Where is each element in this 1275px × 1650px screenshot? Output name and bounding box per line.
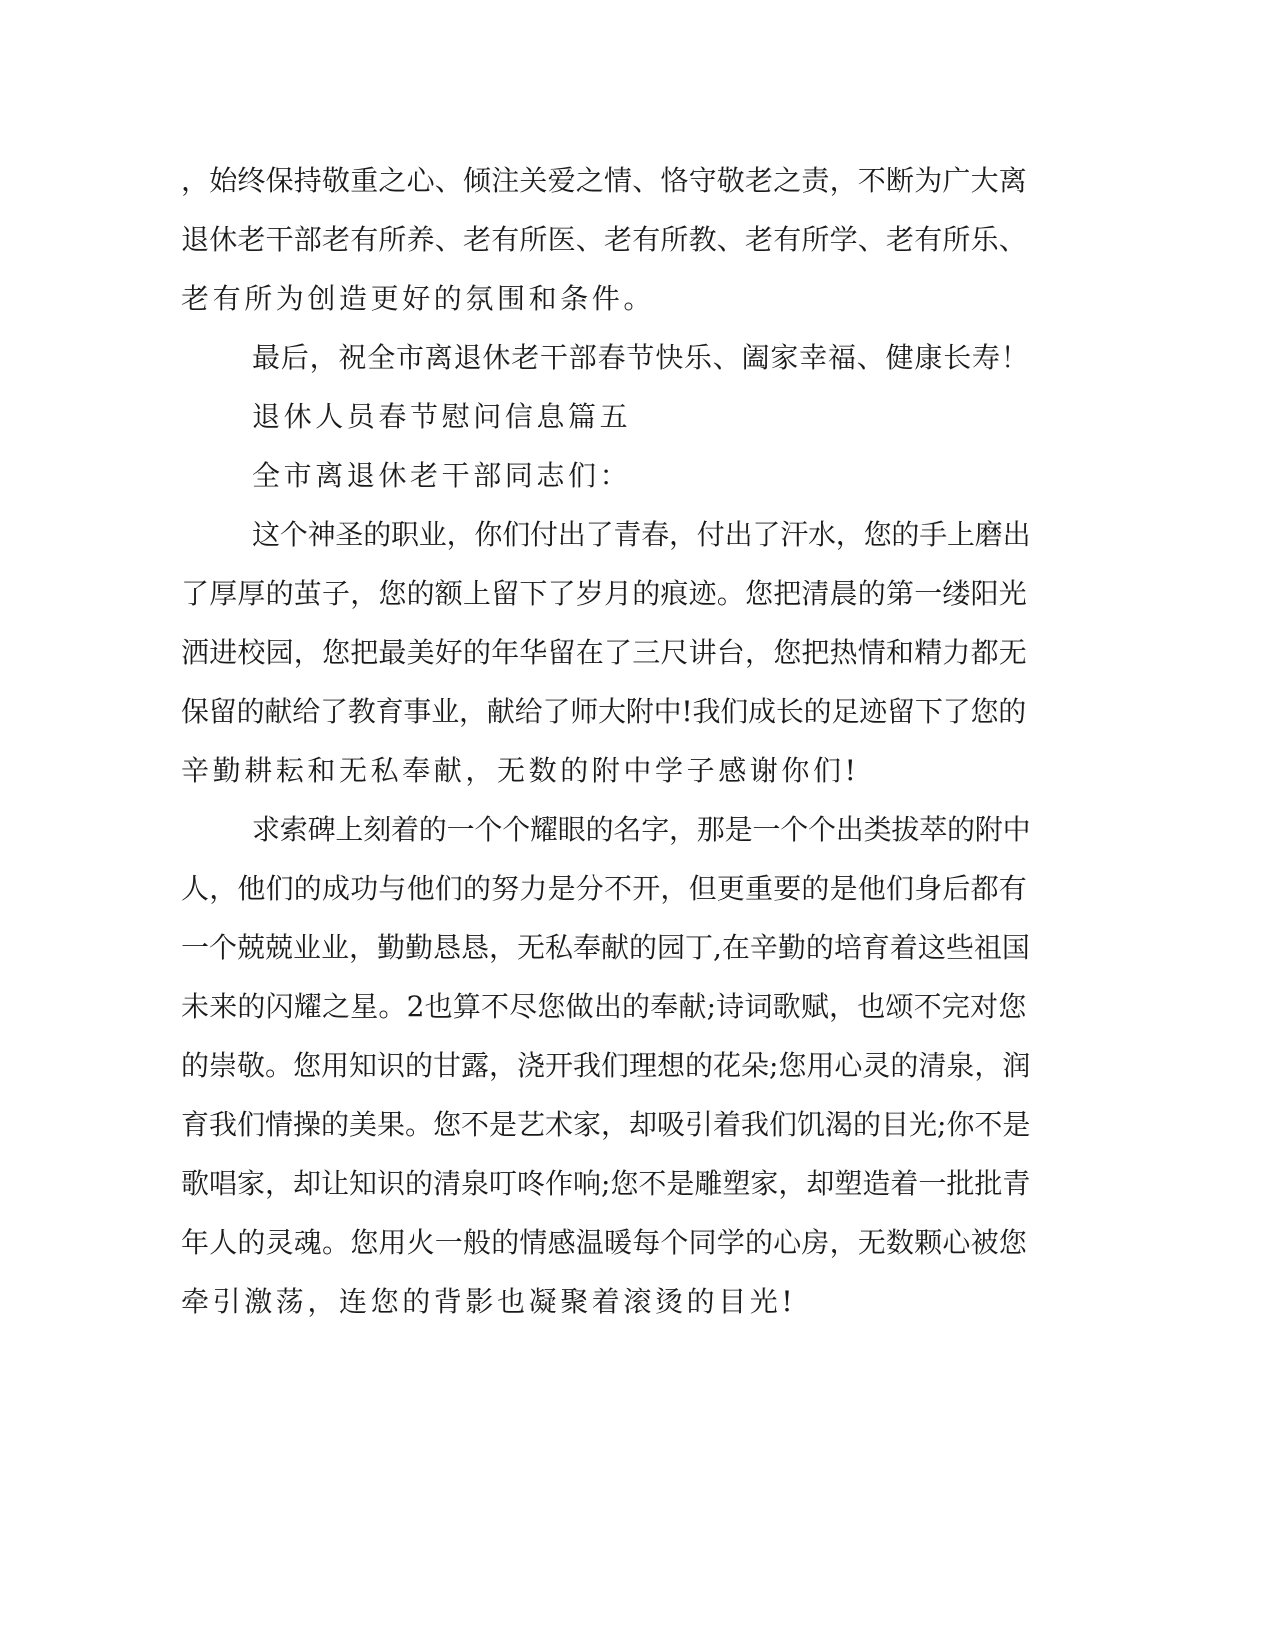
text-line: 保留的献给了教育事业，献给了师大附中!我们成长的足迹留下了您的 (181, 695, 1027, 728)
text-line: 了厚厚的茧子，您的额上留下了岁月的痕迹。您把清晨的第一缕阳光 (181, 577, 1028, 610)
text-line: 未来的闪耀之星。2也算不尽您做出的奉献;诗词歌赋，也颂不完对您 (181, 990, 1027, 1023)
text-line: 歌唱家，却让知识的清泉叮咚作响;您不是雕塑家，却塑造着一批批青 (181, 1167, 1031, 1200)
closing-greeting: 最后，祝全市离退休老干部春节快乐、阖家幸福、健康长寿！ (252, 341, 1030, 374)
text-line: 老有所为创造更好的氛围和条件。 (181, 282, 656, 315)
text-line: 育我们情操的美果。您不是艺术家，却吸引着我们饥渴的目光;你不是 (181, 1108, 1031, 1141)
section-heading: 退休人员春节慰问信息篇五 (252, 400, 632, 433)
text-line: 退休老干部老有所养、老有所医、老有所教、老有所学、老有所乐、 (181, 223, 1028, 256)
text-line: 一个兢兢业业，勤勤恳恳，无私奉献的园丁,在辛勤的培育着这些祖国 (181, 931, 1030, 964)
text-line: 洒进校园，您把最美好的年华留在了三尺讲台，您把热情和精力都无 (181, 636, 1028, 669)
text-line: 年人的灵魂。您用火一般的情感温暖每个同学的心房，无数颗心被您 (181, 1226, 1028, 1259)
text-line: 这个神圣的职业，你们付出了青春，付出了汗水，您的手上磨出 (252, 518, 1031, 551)
text-line: 辛勤耕耘和无私奉献，无数的附中学子感谢你们! (181, 754, 860, 787)
text-line: 牵引激荡，连您的背影也凝聚着滚烫的目光! (181, 1285, 797, 1318)
text-line: 求索碑上刻着的一个个耀眼的名字，那是一个个出类拔萃的附中 (252, 813, 1031, 846)
text-line: ，始终保持敬重之心、倾注关爱之情、恪守敬老之责，不断为广大离 (181, 164, 1028, 197)
text-line: 人，他们的成功与他们的努力是分不开，但更重要的是他们身后都有 (181, 872, 1028, 905)
salutation: 全市离退休老干部同志们： (252, 459, 632, 492)
text-line: 的崇敬。您用知识的甘露，浇开我们理想的花朵;您用心灵的清泉，润 (181, 1049, 1031, 1082)
